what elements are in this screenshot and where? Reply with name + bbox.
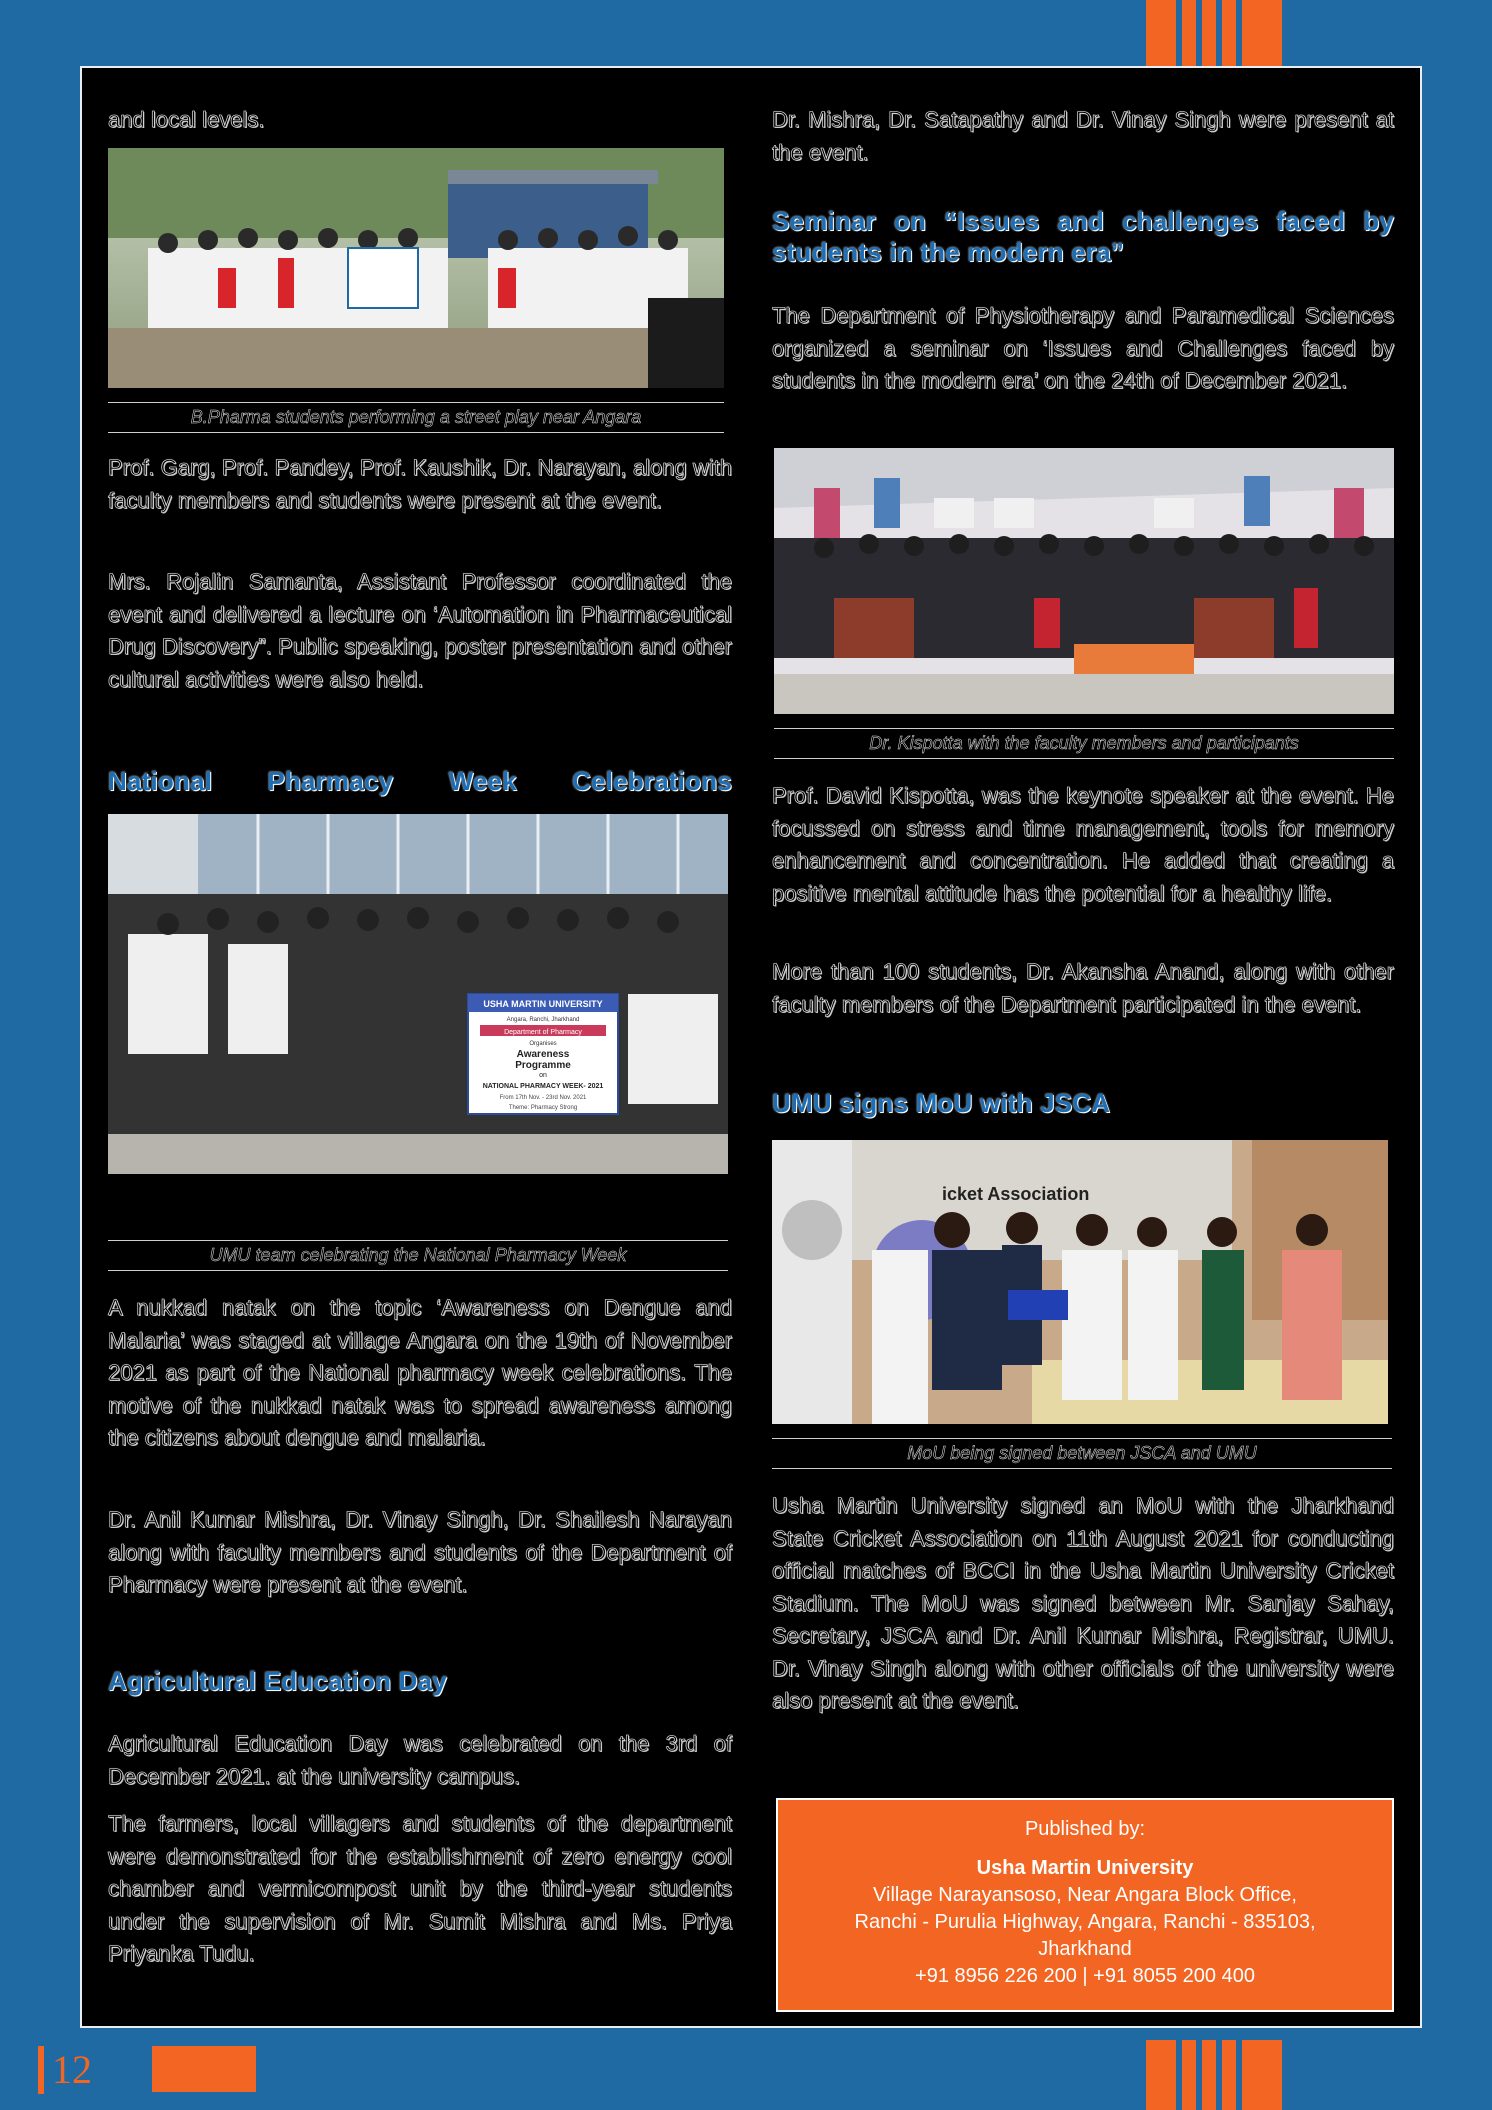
left-intro-tail: and local levels. — [108, 107, 265, 132]
page-number: 12 — [52, 2047, 92, 2092]
right-intro-tail: Dr. Mishra, Dr. Satapathy and Dr. Vinay Singh were present at the event. — [772, 107, 1394, 165]
publisher-label: Published by: — [1024, 1818, 1146, 1840]
right-para-mou-details: Usha Martin University signed an MoU with the Jharkhand State Cricket Association on 11th August 2021 for conducting official matches of BCCI in the Usha Martin University Cricket Stadium. The MoU was signed between Mr. Sanjay Sahay, Secretary, JSCA and Dr. Anil Kumar Mishra, Registrar, UMU. Dr. Vinay Singh along with other officials of the university were also present at the event. — [772, 1493, 1394, 1713]
seminar-group-photo — [774, 448, 1394, 714]
seminar-caption: Dr. Kispotta with the faculty members and participants — [774, 728, 1394, 759]
mou-signing-photo — [772, 1140, 1388, 1424]
left-para-nukkad-natak: A nukkad natak on the topic ‘Awareness on Dengue and Malaria’ was staged at village Angara on the 19th of November 2021 as part of the National pharmacy week celebrations. The motive of the nukkad natak was to spread awareness among the citizens about dengue and malaria. — [108, 1295, 732, 1450]
content-panel — [80, 66, 1422, 2028]
right-para-seminar: The Department of Physiotherapy and Paramedical Sciences organized a seminar on ‘Issues and Challenges faced by students in the modern era’ on the 24th of December 2021. — [772, 303, 1394, 393]
heading-national-pharmacy-week: National Pharmacy Week Celebrations — [108, 766, 732, 796]
banner-dates: From 17th Nov. - 23rd Nov. 2021 — [499, 1095, 587, 1101]
publisher-address-line3: Jharkhand — [1038, 1938, 1132, 1960]
mou-caption: MoU being signed between JSCA and UMU — [772, 1438, 1392, 1469]
left-para-faculty-present: Prof. Garg, Prof. Pandey, Prof. Kaushik, Dr. Narayan, along with faculty members and students were present at the event. — [108, 455, 732, 513]
banner-organises: Organises — [529, 1041, 557, 1047]
banner-location: Angara, Ranchi, Jharkhand — [506, 1017, 580, 1023]
heading-agricultural-education-day: Agricultural Education Day — [108, 1666, 447, 1696]
banner-event-name: NATIONAL PHARMACY WEEK- 2021 — [482, 1083, 604, 1090]
page-number-bar — [38, 2046, 44, 2094]
page-number-block — [152, 2046, 256, 2092]
banner-department: Department of Pharmacy — [504, 1029, 582, 1036]
left-para-agri-demonstration: The farmers, local villagers and students of the department were demonstrated for the establishment of zero energy cool chamber and vermicompost unit by the third-year students under the supervision of Mr. Sumit Mishra and Ms. Priya Priyanka Tudu. — [108, 1811, 732, 1966]
banner-university: USHA MARTIN UNIVERSITY — [483, 999, 603, 1009]
banner-awareness: Awareness — [516, 1049, 570, 1060]
publisher-name: Usha Martin University — [976, 1857, 1194, 1879]
mou-wall-text: icket Association — [942, 1184, 1090, 1204]
publisher-box — [776, 1798, 1394, 2012]
right-para-keynote: Prof. David Kispotta, was the keynote speaker at the event. He focussed on stress and time management, tools for memory enhancement and concentration. He added that creating a positive mental attitude has the potential for a healthy life. — [772, 783, 1394, 906]
left-para-pharmacy-attendees: Dr. Anil Kumar Mishra, Dr. Vinay Singh, Dr. Shailesh Narayan along with faculty members and students of the Department of Pharmacy were present at the event. — [108, 1507, 732, 1597]
left-para-lecture: Mrs. Rojalin Samanta, Assistant Professor coordinated the event and delivered a lecture on ‘Automation in Pharmaceutical Drug Discovery”. Public speaking, poster presentation and other cultural activities were also held. — [108, 569, 732, 692]
heading-seminar: Seminar on “Issues and challenges faced by students in the modern era” — [772, 206, 1394, 267]
banner-theme: Theme: Pharmacy Strong — [508, 1105, 578, 1111]
right-para-participants: More than 100 students, Dr. Akansha Anand, along with other faculty members of the Department participated in the event. — [772, 959, 1394, 1017]
publisher-phones: +91 8956 226 200 | +91 8055 200 400 — [915, 1965, 1255, 1987]
publisher-address-line1: Village Narayansoso, Near Angara Block Office, — [873, 1884, 1297, 1906]
banner-programme: Programme — [515, 1060, 571, 1071]
heading-umu-mou-jsca: UMU signs MoU with JSCA — [772, 1088, 1111, 1118]
pharmacy-week-group-photo — [108, 814, 728, 1174]
banner-on: on — [539, 1072, 547, 1079]
pharmacy-week-caption: UMU team celebrating the National Pharmacy Week — [108, 1240, 728, 1271]
left-para-agri-day: Agricultural Education Day was celebrated on the 3rd of December 2021. at the university campus. — [108, 1731, 732, 1789]
street-play-caption: B.Pharma students performing a street play near Angara — [108, 402, 724, 433]
street-play-photo — [108, 148, 724, 388]
publisher-address-line2: Ranchi - Purulia Highway, Angara, Ranchi - 835103, — [854, 1911, 1316, 1933]
